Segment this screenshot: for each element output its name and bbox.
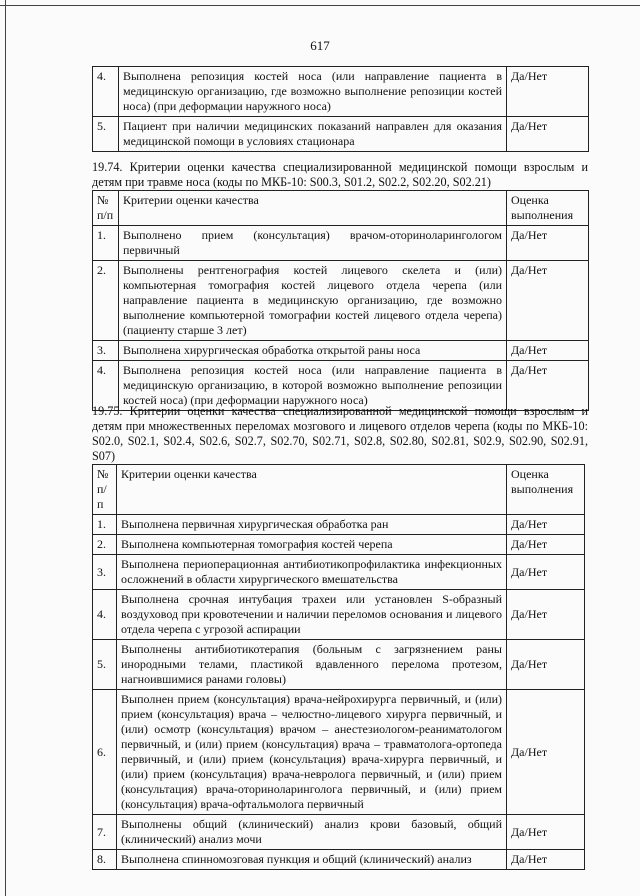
table-row [93, 361, 589, 411]
criterion-text: Выполнены рентгенография костей лицевого скелета и (или) компьютерная томография костей лицевого отдела черепа (или направление пациента в медицинскую организацию, где возможно выполнение компьютерной томографии костей лицевого отдела черепа) (пациенту старше 3 лет) [119, 261, 507, 341]
row-number: 2. [93, 535, 117, 555]
criterion-text: Выполнено прием (консультация) врачом-оториноларингологом первичный [119, 226, 507, 261]
table-row [93, 261, 589, 341]
column-header-evaluation: Оценка выполнения [507, 191, 589, 226]
column-header-number: № п/п [93, 191, 119, 226]
evaluation-cell: Да/Нет [507, 67, 589, 117]
evaluation-cell: Да/Нет [507, 515, 585, 535]
table-row [93, 117, 589, 152]
table-row [93, 515, 585, 535]
column-header-criteria: Критерии оценки качества [117, 465, 507, 515]
page-number: 617 [310, 38, 330, 53]
criterion-text: Выполнена репозиция костей носа (или направление пациента в медицинскую организацию, где возможно выполнение репозиции костей носа) (при деформации наружного носа) [119, 67, 507, 117]
row-number: 8. [93, 850, 117, 870]
evaluation-cell: Да/Нет [507, 815, 585, 850]
table-row [93, 690, 585, 815]
table-row [93, 341, 589, 361]
criterion-text: Выполнена периоперационная антибиотикопрофилактика инфекционных осложнений в области хирургического вмешательства [117, 555, 507, 590]
evaluation-cell: Да/Нет [507, 341, 589, 361]
criterion-text: Выполнены общий (клинический) анализ крови базовый, общий (клинический) анализ мочи [117, 815, 507, 850]
scan-edge-left [5, 0, 6, 896]
criterion-text: Пациент при наличии медицинских показаний направлен для оказания медицинской помощи в условиях стационара [119, 117, 507, 152]
row-number: 6. [93, 690, 117, 815]
column-header-criteria: Критерии оценки качества [119, 191, 507, 226]
evaluation-cell: Да/Нет [507, 640, 585, 690]
criterion-text: Выполнены антибиотикотерапия (больным с загрязнением раны инородными телами, пластикой вдавленного перелома протезом, нагноившимися ранами головы) [117, 640, 507, 690]
criteria-table-19-74 [92, 190, 589, 411]
row-number: 3. [93, 341, 119, 361]
evaluation-cell: Да/Нет [507, 361, 589, 411]
scan-edge-top [0, 5, 640, 6]
evaluation-cell: Да/Нет [507, 555, 585, 590]
criterion-text: Выполнена срочная интубация трахеи или установлен S-образный воздуховод при кровотечении и наличии переломов основания и лицевого отдела черепа с угрозой аспирации [117, 590, 507, 640]
criterion-text: Выполнена хирургическая обработка открытой раны носа [119, 341, 507, 361]
row-number: 3. [93, 555, 117, 590]
table-row [93, 555, 585, 590]
table-header-row [93, 465, 585, 515]
row-number: 5. [93, 640, 117, 690]
table-row [93, 535, 585, 555]
criterion-text: Выполнена репозиция костей носа (или направление пациента в медицинскую организацию, в которой возможно выполнение репозиции костей носа) (при деформации наружного носа) [119, 361, 507, 411]
table-row [93, 590, 585, 640]
row-number: 5. [93, 117, 119, 152]
row-number: 1. [93, 515, 117, 535]
criterion-text: Выполнена спинномозговая пункция и общий (клинический) анализ [117, 850, 507, 870]
evaluation-cell: Да/Нет [507, 261, 589, 341]
table-row [93, 640, 585, 690]
table-row [93, 226, 589, 261]
criterion-text: Выполнен прием (консультация) врача-нейрохирурга первичный, и (или) прием (консультация) врача – челюстно-лицевого хирурга первичный, и (или) осмотр (консультация) врачом – анестезиологом-реаниматологом первичный, и (или) прием (консультация) врача – травматолога-ортопеда первичный, и (или) прием (консультация) врача-хирурга первичный, и (или) прием (консультация) врача-невролога первичный, и (или) прием (консультация) врача-оториноларинголога первичный, и (или) прием (консультация) врача-офтальмолога первичный [117, 690, 507, 815]
evaluation-cell: Да/Нет [507, 535, 585, 555]
evaluation-cell: Да/Нет [507, 590, 585, 640]
section-heading-19-75: 19.75. Критерии оценки качества специализированной медицинской помощи взрослым и детям при множественных переломах мозгового и лицевого отделов черепа (коды по МКБ-10: S02.0, S02.1, S02.4, S02.6, S02.7, S02.70, S02.71, S02.8, S02.80, S02.81, S02.9, S02.90, S02.91, S07) [92, 404, 588, 463]
column-header-number: № п/п [93, 465, 117, 515]
table-header-row [93, 191, 589, 226]
table-row [93, 67, 589, 117]
evaluation-cell: Да/Нет [507, 117, 589, 152]
continued-criteria-table [92, 66, 589, 152]
table-row [93, 850, 585, 870]
evaluation-cell: Да/Нет [507, 850, 585, 870]
row-number: 4. [93, 590, 117, 640]
row-number: 4. [93, 67, 119, 117]
column-header-evaluation: Оценка выполнения [507, 465, 585, 515]
section-heading-19-74: 19.74. Критерии оценки качества специализированной медицинской помощи взрослым и детям при травме носа (коды по МКБ-10: S00.3, S01.2, S02.2, S02.20, S02.21) [92, 160, 588, 189]
criterion-text: Выполнена компьютерная томография костей черепа [117, 535, 507, 555]
criteria-table-19-75 [92, 464, 585, 870]
row-number: 4. [93, 361, 119, 411]
criterion-text: Выполнена первичная хирургическая обработка ран [117, 515, 507, 535]
row-number: 7. [93, 815, 117, 850]
row-number: 2. [93, 261, 119, 341]
table-row [93, 815, 585, 850]
row-number: 1. [93, 226, 119, 261]
evaluation-cell: Да/Нет [507, 226, 589, 261]
evaluation-cell: Да/Нет [507, 690, 585, 815]
